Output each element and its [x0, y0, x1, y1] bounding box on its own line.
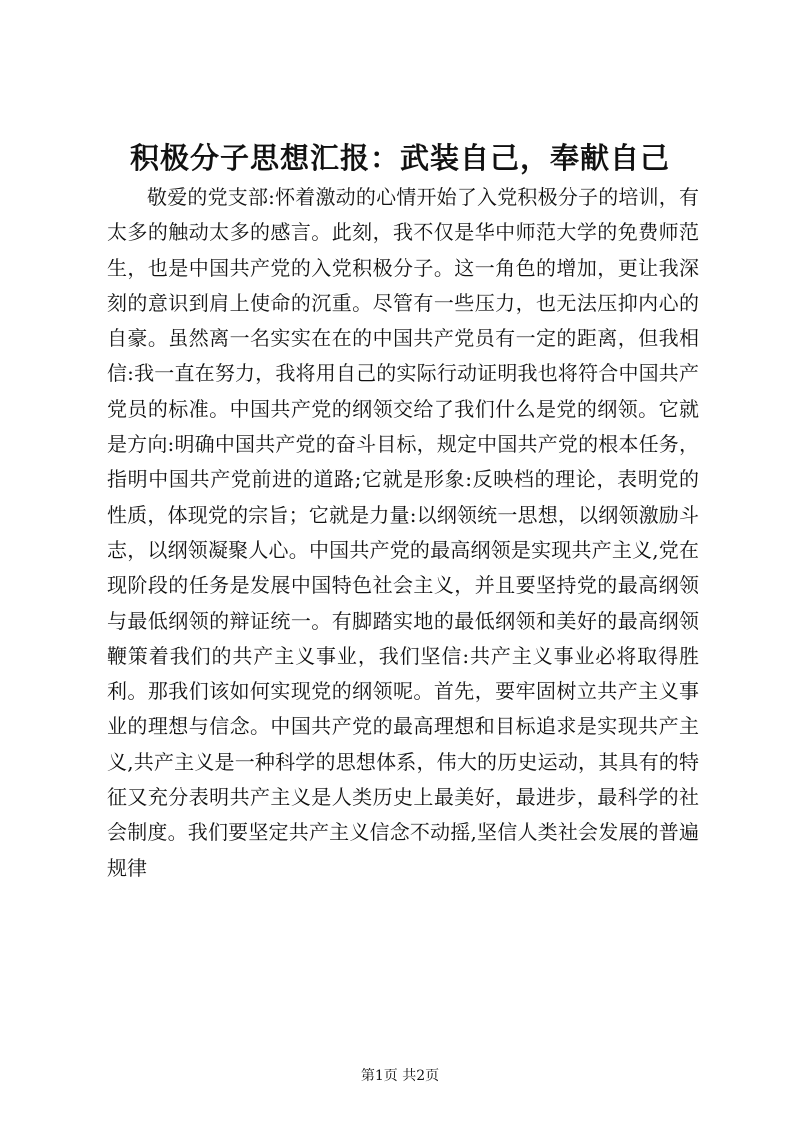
page-title: 积极分子思想汇报：武装自己，奉献自己	[129, 141, 670, 175]
page-footer: 第1页 共2页	[360, 1068, 440, 1084]
body-paragraph: 敬爱的党支部:怀着激动的心情开始了入党积极分子的培训，有太多的触动太多的感言。此刻，我不仅是华中师范大学的免费师范生，也是中国共产党的入党积极分子。这一角色的增加，更让我深刻的意识到肩上使命的沉重。尽管有一些压力，也无法压抑内心的自豪。虽然离一名实实在在的中国共产党员有一定的距离，但我相信:我一直在努力，我将用自己的实际行动证明我也将符合中国共产党员的标准。中国共产党的纲领交给了我们什么是党的纲领。它就是方向:明确中国共产党的奋斗目标，规定中国共产党的根本任务，指明中国共产党前进的道路;它就是形象:反映档的理论，表明党的性质，体现党的宗旨；它就是力量:以纲领统一思想，以纲领激励斗志，以纲领凝聚人心。中国共产党的最高纲领是实现共产主义,党在现阶段的任务是发展中国特色社会主义，并且要坚持党的最高纲领与最低纲领的辩证统一。有脚踏实地的最低纲领和美好的最高纲领鞭策着我们的共产主义事业，我们坚信:共产主义事业必将取得胜利。那我们该如何实现党的纲领呢。首先，要牢固树立共产主义事业的理想与信念。中国共产党的最高理想和目标追求是实现共产主义,共产主义是一种科学的思想体系，伟大的历史运动，其具有的特征又充分表明共产主义是人类历史上最美好，最进步，最科学的社会制度。我们要坚定共产主义信念不动摇,坚信人类社会发展的普遍规律	[107, 185, 699, 880]
